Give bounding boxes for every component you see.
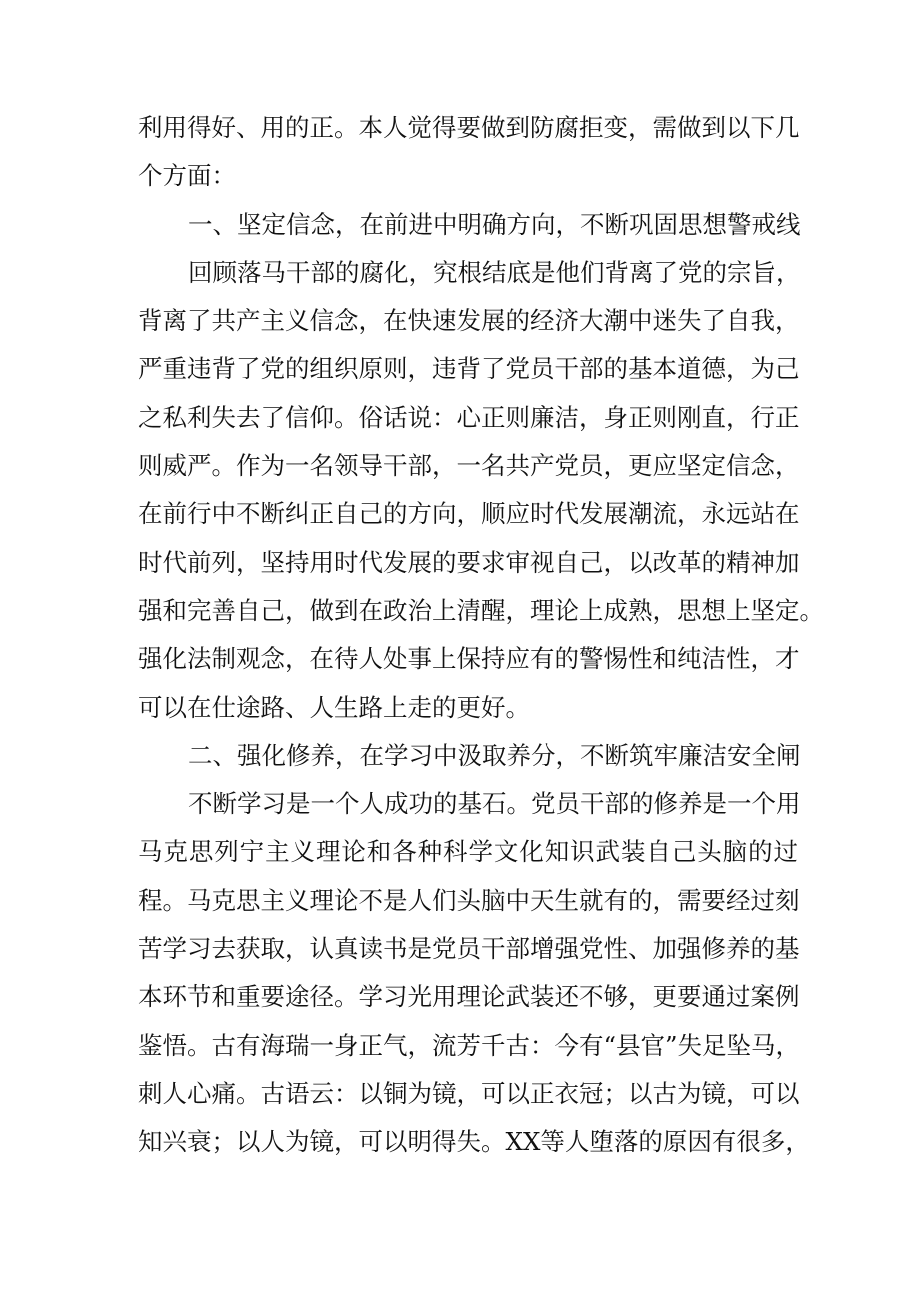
text-line: 刺人心痛。古语云：以铜为镜，可以正衣冠；以古为镜，可以 [138, 1078, 800, 1108]
document-body [138, 104, 824, 1167]
text-line: 在前行中不断纠正自己的方向，顺应时代发展潮流，永远站在 [138, 499, 800, 529]
text-line: 强化法制观念，在待人处事上保持应有的警惕性和纯洁性，才 [138, 644, 800, 674]
paragraph-first-line: 不断学习是一个人成功的基石。党员干部的修养是一个用 [188, 789, 801, 819]
section-heading: 一、坚定信念，在前进中明确方向，不断巩固思想警戒线 [188, 209, 801, 239]
text-line: 严重违背了党的组织原则，违背了党员干部的基本道德，为己 [138, 354, 800, 384]
text-line: 程。马克思主义理论不是人们头脑中天生就有的，需要经过刻 [138, 885, 800, 915]
text-line: 鉴悟。古有海瑞一身正气，流芳千古：今有“县官”失足坠马， [138, 1030, 801, 1060]
section-heading: 二、强化修养，在学习中汲取养分，不断筑牢廉洁安全闸 [188, 740, 801, 770]
paragraph-first-line: 回顾落马干部的腐化，究根结底是他们背离了党的宗旨， [188, 257, 801, 287]
text-line: 时代前列，坚持用时代发展的要求审视自己，以改革的精神加 [138, 547, 800, 577]
text-line: 背离了共产主义信念，在快速发展的经济大潮中迷失了自我， [138, 306, 800, 336]
text-line: 强和完善自己，做到在政治上清醒，理论上成熟，思想上坚定。 [138, 595, 824, 625]
text-line: 知兴衰；以人为镜，可以明得失。XX等人堕落的原因有很多， [138, 1127, 810, 1157]
text-line: 本环节和重要途径。学习光用理论武装还不够，更要通过案例 [138, 982, 800, 1012]
text-line: 个方面： [138, 161, 236, 191]
text-line: 利用得好、用的正。本人觉得要做到防腐拒变，需做到以下几 [138, 113, 800, 142]
text-line: 可以在仕途路、人生路上走的更好。 [138, 692, 530, 722]
text-line: 之私利失去了信仰。俗话说：心正则廉洁，身正则刚直，行正 [138, 402, 800, 432]
text-line: 马克思列宁主义理论和各种科学文化知识武装自己头脑的过 [138, 837, 798, 867]
text-line: 则威严。作为一名领导干部，一名共产党员，更应坚定信念， [138, 451, 800, 481]
text-line: 苦学习去获取，认真读书是党员干部增强党性、加强修养的基 [138, 934, 800, 964]
